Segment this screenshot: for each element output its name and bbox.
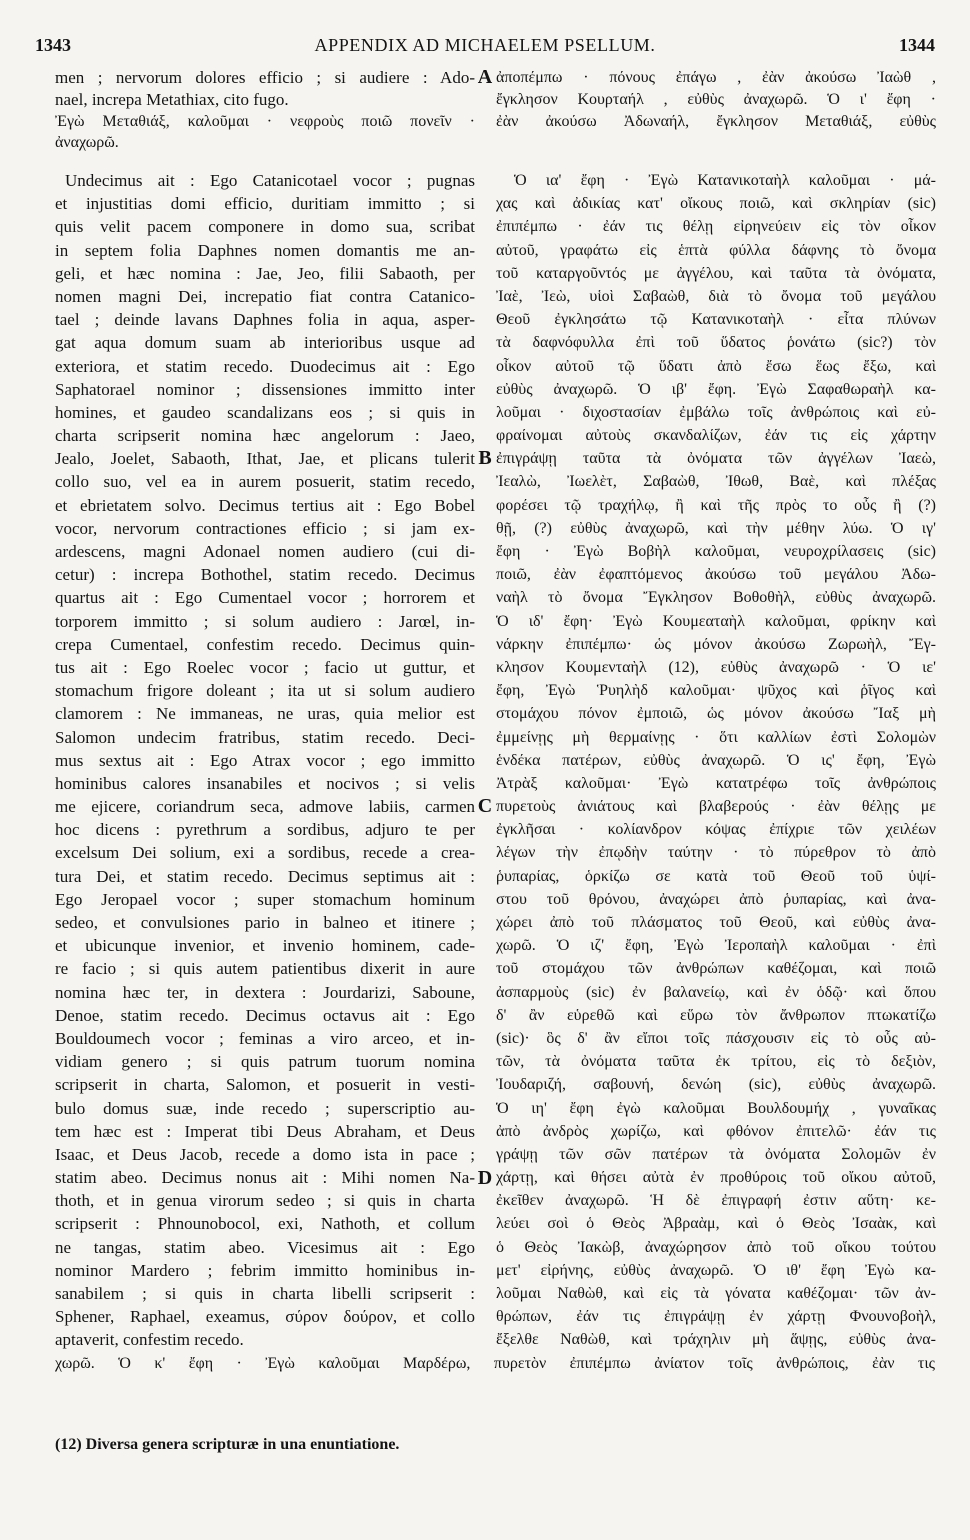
latin-line: hominibus calores insanabiles et nocivos ; si velis: [55, 773, 475, 793]
greek-line: ἐκεῖθεν ἀναχωρῶ. Ἡ δὲ ἐπιγραφή ἐστιν αὕτη· κε-: [496, 1192, 936, 1210]
running-title: APPENDIX AD MICHAELEM PSELLUM.: [314, 35, 656, 55]
margin-letter-d: D: [477, 1166, 493, 1189]
greek-line: αὐτοῦ, γραφάτω εἰς ἑπτὰ φύλλα δάφνης τὸ ὄνομα: [496, 241, 936, 259]
greek-line: τοῦ καταργοῦντός με ἀγγέλου, καὶ ταῦτα τὰ ὀνόματα,: [496, 264, 936, 282]
latin-line: nael, increpa Metathiax, cito fugo.: [55, 89, 289, 109]
greek-line: φραίνομαι αὐτοὺς σκανδαλίζων, ἐάν τις εἰς χάρτην: [496, 427, 936, 445]
greek-line: λέγων τὴν ἐπῳδὴν ταύτην · τὸ πύρεθρον τὸ ἀπὸ: [496, 844, 936, 862]
footnote: (12) Diversa genera scripturæ in una enuntiatione.: [55, 1436, 400, 1453]
greek-line: οἶκον αὐτοῦ τῷ ὕδατι ἀπὸ ἔσω ἕως ἔξω, καὶ: [496, 357, 936, 375]
latin-line: clamorem : Ne immaneas, ne uras, quia melior est: [55, 704, 475, 724]
greek-line: ἔφη · Ἐγὼ Βοβὴλ καλοῦμαι, νευροχρίλασεις (sic): [496, 543, 936, 560]
latin-line: cetur) : increpa Bothothel, statim recedo. Decimus: [55, 565, 475, 585]
greek-line: ἀπὸ ἀνδρὸς χωρίζω, καὶ φθόνον ἐπιτελῶ· ἐάν τις: [496, 1122, 936, 1140]
greek-line: Ὁ ιδ' ἔφη· Ἐγὼ Κουμεαταὴλ καλοῦμαι, φρίκην καὶ: [496, 612, 936, 630]
greek-line: ναὴλ τὸ ὄνομα Ἔγκλησον Βοθοθὴλ, εὐθὺς ἀναχωρῶ.: [496, 589, 936, 607]
latin-line: Jealo, Joelet, Sabaoth, Ithat, Jae, et plicans tulerit: [55, 449, 475, 469]
column-number-left: 1343: [35, 35, 71, 55]
greek-line: δ' ἂν εὑρεθῶ καὶ εὕρω τὸν ἄνθρωπον πτωκατίζω: [496, 1006, 936, 1024]
latin-line: sanabilem ; si quis in charta libelli scripserit :: [55, 1284, 475, 1303]
latin-line: et ebrietatem solvo. Decimus tertius ait : Ego Bobel: [55, 495, 475, 515]
latin-line: Salomon undecim fratribus, statim recedo. Deci-: [55, 727, 475, 747]
greek-span-line: ἀναχωρῶ.: [55, 134, 119, 152]
latin-line: et injustitias domi efficio, duritiam immitto ; si: [55, 194, 475, 214]
latin-line: tura Dei, et statim recedo. Decimus septimus ait :: [55, 866, 475, 886]
greek-line: εὐθὺς ἀναχωρῶ. Ὁ ιβ' ἔφη. Ἐγὼ Σαφαθωραὴλ κα-: [496, 380, 936, 398]
latin-line: sedeo, et convulsiones pario in balneo et itinere ;: [55, 913, 475, 932]
greek-line: τῶν, τὰ ὀνόματα ταῦτα ἐκ τρίτου, εἰς τὸ δεξιὸν,: [496, 1053, 936, 1071]
greek-line: ἔφη, Ἐγὼ Ῥυηλὴδ καλοῦμαι· ψῦχος καὶ ῥῖγος καὶ: [496, 682, 936, 700]
latin-line: tem hæc est : Imperat tibi Deus Abraham, et Deus: [55, 1121, 475, 1141]
greek-span-line: ἐὰν ἀκούσω Ἀδωναήλ, ἔγκλησον Μεταθιάξ, εὐθὺς: [496, 112, 936, 130]
greek-line: λεύει σοὶ ὁ Θεὸς Ἀβραὰμ, καὶ ὁ Θεὸς Ἰσαὰκ, καὶ: [496, 1215, 936, 1233]
greek-line: Ὁ ια' ἔφη · Ἐγὼ Κατανικοταὴλ καλοῦμαι · μά-: [514, 172, 936, 189]
column-number-right: 1344: [899, 35, 935, 55]
latin-line: vocor, nervorum contractiones efficio ; si jam ex-: [55, 518, 475, 538]
latin-line: aptaverit, confestim recedo.: [55, 1330, 244, 1350]
latin-line: scripserit in charta, Salomon, et posuerit in vesti-: [55, 1075, 475, 1095]
greek-line: ἐπιγράψῃ ταῦτα τὰ ὀνόματα τῶν ἀγγέλων Ἰαεὼ,: [496, 450, 936, 468]
latin-line: exteriora, et statim recedo. Duodecimus ait : Ego: [55, 356, 475, 376]
greek-line: ἐμμείνῃς μὴ θερμαίνῃς · ὅτι καλλίων ἐστὶ Σολομὼν: [496, 728, 936, 746]
greek-line: Ἰαὲ, Ἰεὼ, υἱοὶ Σαβαὼθ, διὰ τὸ ὄνομα τοῦ μεγάλου: [496, 287, 936, 305]
latin-line: statim abeo. Decimus nonus ait : Mihi nomen Na-: [55, 1168, 475, 1188]
greek-line: (sic)· ὃς δ' ἂν εἴποι τοῖς πάσχουσιν εἰς τὸ οὖς αὐ-: [496, 1029, 936, 1047]
greek-line: ποιῶ, ἐὰν ἐφαπτόμενος ἀκούσω τοῦ μεγάλου Ἀδω-: [496, 566, 936, 584]
greek-line: λοῦμαι Ναθὼθ, καὶ εἰς τὰ γόνατα καθέζομαι· τῶν ἀν-: [496, 1285, 936, 1302]
latin-line: Denoe, statim recedo. Decimus octavus ait : Ego: [55, 1005, 475, 1025]
latin-column: [55, 169, 475, 1352]
greek-bottom-line: χωρῶ. Ὁ κ' ἔφη · Ἐγὼ καλοῦμαι Μαρδέρω, πυρετὸν ἐπιπέμπω ἀνίατον τοῖς ἀνθρώποις, ἐὰν τις: [55, 1355, 935, 1372]
latin-line: collo suo, vel ea in aurem posuerit, statim recedo,: [55, 472, 475, 492]
greek-line: λοῦμαι · διχοστασίαν ἐμβάλω τοῖς ἀνθρώποις καὶ εὐ-: [496, 403, 936, 421]
top-latin-block: [55, 67, 475, 154]
latin-line: mus sextus ait : Ego Atrax vocor ; ego immitto: [55, 750, 475, 770]
latin-line: Bouldoumech vocor ; feminas a viro arceo, et in-: [55, 1028, 475, 1048]
latin-line: geli, et hæc nomina : Jae, Jeo, filii Sabaoth, per: [55, 263, 475, 283]
greek-line: νάρκην ἐπιπέμπω· ὡς μόνον ἀκούσω Ζωρωὴλ, Ἔγ-: [496, 635, 936, 653]
latin-line: torporem immitto ; si solum audiero : Jarœl, in-: [55, 611, 475, 631]
greek-line: ῥυπαρίας, ὁρκίζω σε κατὰ τοῦ Θεοῦ τοῦ ὑψί-: [496, 867, 936, 885]
greek-line: Ἰεαλὼ, Ἰωελὲτ, Σαβαὼθ, Ἰθωθ, Βαὲ, καὶ πλέξας: [496, 473, 936, 491]
latin-line: et ubicunque invenior, et invenio hominem, cade-: [55, 936, 475, 956]
greek-line: στομάχου πόνον ἐμποιῶ, ὡς μόνον ἀκούσω Ἴαξ μὴ: [496, 705, 936, 723]
latin-line: bulo domus suæ, inde recedo ; superscriptio au-: [55, 1098, 475, 1118]
latin-line: nominor Mardero ; febrim immitto hominibus in-: [55, 1260, 475, 1280]
latin-line: me ejicere, coriandrum seca, admove labiis, carmen: [55, 797, 475, 817]
latin-line: Saphatorael nominor ; dissensiones immitto inter: [55, 379, 475, 399]
latin-line: quis velit pacem componere in domo sua, scribat: [55, 217, 475, 237]
latin-line: hoc dicens : pyrethrum a sordibus, adjuro te per: [55, 820, 475, 840]
greek-line: φορέσει τῷ τραχήλῳ, ἢ καὶ τῆς πρὸς το οὖς ἢ (?): [496, 496, 936, 514]
latin-line: nomen magni Dei, increpatio fiat contra Catanico-: [55, 286, 475, 306]
margin-letter-b: B: [478, 447, 492, 470]
latin-line: charta scripserit nomina hæc angelorum : Jaeo,: [55, 426, 475, 446]
margin-letter-c: C: [477, 795, 493, 818]
greek-span-line: Ἐγὼ Μεταθιάξ, καλοῦμαι · νεφροὺς ποιῶ πονεῖν ·: [55, 112, 475, 130]
latin-line: vidiam genero ; si quis patrum tuorum nomina: [55, 1052, 475, 1072]
greek-line: τὰ δαφνόφυλλα ἐπὶ τοῦ ὕδατος ῥονάτω (sic?) τὸν: [496, 334, 936, 352]
greek-line: κλησον Κουμενταὴλ (12), εὐθὺς ἀναχωρῶ · Ὁ ιε': [496, 658, 936, 676]
greek-line: χωρῶ. Ὁ ιζ' ἔφη, Ἐγὼ Ἰεροπαὴλ καλοῦμαι · ἐπὶ: [496, 937, 936, 955]
latin-line: ardescens, magni Adonael nomen audiero (cui di-: [55, 542, 475, 561]
top-greek-block: [496, 67, 936, 132]
greek-line: Ἀτρὰξ καλοῦμαι· Ἐγὼ κατατρέφω τοῖς ἀνθρώποις: [496, 774, 936, 792]
greek-line: ἐπιπέμπω · ἐάν τις θέλῃ εἰρηνεύειν εἰς τὸν οἶκον: [496, 218, 936, 236]
greek-line: Ἰουδαριζή, σαβουνή, δενώη (sic), εὐθὺς ἀναχωρῶ.: [496, 1076, 936, 1094]
greek-line: θρώπων, ἐάν τις ἐπιγράψῃ ἐν χάρτῃ Φνουνοβοὴλ,: [496, 1308, 936, 1326]
greek-line: Ὁ ιη' ἔφη ἐγὼ καλοῦμαι Βουλδουμήχ , γυναῖκας: [496, 1099, 936, 1117]
greek-column: [496, 169, 936, 1352]
greek-line: στου τοῦ θρόνου, ἀναχώρει ἀπὸ ῥυπαρίας, καὶ ἀνα-: [496, 890, 936, 908]
latin-line: in septem folia Daphnes nomen domantis me an-: [55, 240, 475, 260]
greek-line: Θεοῦ ἐγκλησάτω τῷ Κατανικοταὴλ · εἶτα πλύνων: [496, 311, 936, 329]
latin-line: Undecimus ait : Ego Catanicotael vocor ; pugnas: [65, 171, 475, 190]
latin-line: Sphener, Raphael, exeamus, σύρον δούρον, et collo: [55, 1307, 475, 1327]
greek-line: ἀσπαρμοὺς (sic) ἐν βαλανείῳ, καὶ ἐν ὁδῷ· καὶ ὅπου: [496, 983, 936, 1001]
greek-line: μετ' εἰρήνης, εὐθὺς ἀναχωρῶ. Ὁ ιθ' ἔφη Ἐγὼ κα-: [496, 1261, 936, 1279]
greek-line: χάρτῃ, καὶ θήσει αὐτὰ ἐν προθύροις τοῦ οἴκου αὐτοῦ,: [496, 1169, 936, 1187]
latin-line: re facio ; si quis autem patientibus dixerit in aure: [55, 959, 475, 979]
latin-line: ne tangas, statim abeo. Vicesimus ait : Ego: [55, 1237, 475, 1257]
latin-line: excelsum Dei solium, exi a sordibus, recede a crea-: [55, 843, 475, 863]
greek-line: χας καὶ ἀδικίας κατ' οἴκους ποιῶ, καὶ σκληρίαν (sic): [496, 195, 936, 213]
greek-line: γράψῃ τῶν σῶν πατέρων τὰ ὀνόματα Σολομῶν ἐν: [496, 1145, 936, 1163]
greek-line: πυρετοὺς ἀνιάτους καὶ βλαβερούς · ἐὰν θέλῃς με: [496, 798, 936, 816]
latin-line: men ; nervorum dolores efficio ; si audiere : Ado-: [55, 68, 475, 87]
latin-line: stomachum frigore doleant ; ita ut si solum audiero: [55, 681, 475, 701]
latin-line: Ego Jeropael vocor ; super stomachum hominum: [55, 889, 475, 909]
greek-line: ἔξελθε Ναθὼθ, καὶ τράχηλιν μὴ ἅψῃς, εὐθὺς ἀνα-: [496, 1331, 936, 1349]
latin-line: nomina hæc ter, in dextera : Jourdarizi, Saboune,: [55, 982, 475, 1002]
greek-line: ἔγκλησον Κουρταήλ , εὐθὺς ἀναχωρῶ. Ὁ ι' ἔφη ·: [496, 90, 936, 108]
greek-line: ὁ Θεὸς Ἰακὼβ, ἀναχώρησον ἀπὸ τοῦ οἴκου τούτου: [496, 1238, 936, 1256]
latin-line: Isaac, et Deus Jacob, recede a domo ista in pace ;: [55, 1144, 475, 1164]
margin-letter-a: A: [477, 66, 493, 88]
latin-line: scripserit : Phnounobocol, exi, Nathoth, et collum: [55, 1214, 475, 1234]
latin-line: homines, et gaudeo scandalizans eos ; si quis in: [55, 402, 475, 422]
greek-line: ἑνδέκα πατέρων, εὐθὺς ἀναχωρῶ. Ὁ ις' ἔφη, Ἐγὼ: [496, 751, 936, 769]
greek-line: χώρει ἀπὸ τοῦ πλάσματος τοῦ Θεοῦ, καὶ εὐθὺς ἀνα-: [496, 914, 936, 931]
latin-line: tus ait : Ego Roelec vocor ; facio ut guttur, et: [55, 657, 475, 677]
greek-line: ἐγκλῆσαι · κολίανδρον κόψας ἐπίχριε τῶν χειλέων: [496, 821, 936, 839]
greek-line: τοῦ στομάχου τῶν ἀνθρώπων καθέζομαι, καὶ ποιῶ: [496, 960, 936, 978]
greek-line: θῇ, (?) εὐθὺς ἀναχωρῶ, καὶ τὴν μέθην λύω. Ὁ ιγ': [496, 519, 936, 537]
latin-line: crepa Cumentael, confestim recedo. Decimus quin-: [55, 634, 475, 654]
greek-line: ἀποπέμπω · πόνους ἐπάγω , ἐὰν ἀκούσω Ἰαὼθ ,: [496, 69, 936, 86]
latin-line: thoth, et in genua virorum sedeo ; si quis in charta: [55, 1191, 475, 1211]
latin-line: tael ; deinde lavans Daphnes folia in aqua, asper-: [55, 310, 475, 330]
latin-line: quartus ait : Ego Cumentael vocor ; horrorem et: [55, 588, 475, 608]
latin-line: gat aqua domum suam ab interioribus usque ad: [55, 333, 475, 353]
